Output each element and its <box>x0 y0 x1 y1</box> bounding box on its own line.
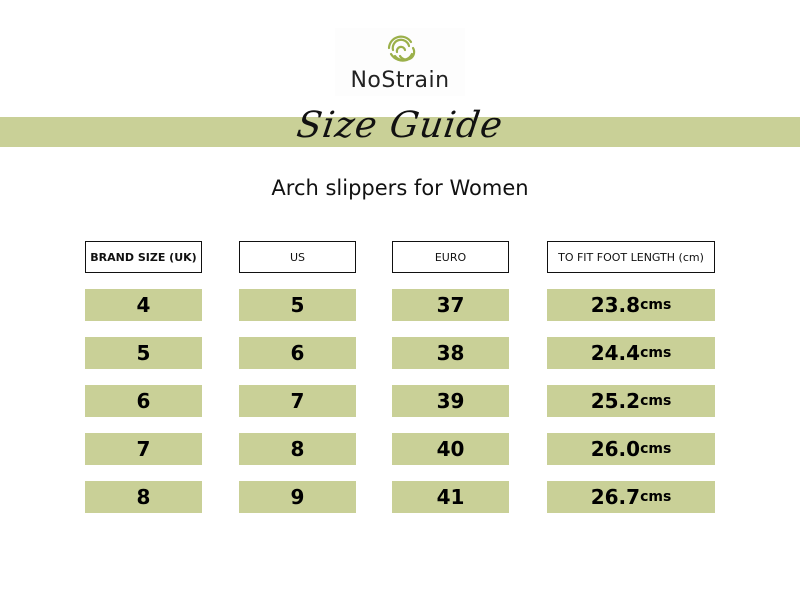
length-value: 25.2 <box>590 389 641 413</box>
cell-foot-length <box>547 289 715 321</box>
cell-foot-length <box>547 433 715 465</box>
length-value: 26.0 <box>590 437 641 461</box>
cell-euro: 38 <box>392 337 509 369</box>
cell-us: 8 <box>239 433 356 465</box>
header-us: US <box>239 241 356 273</box>
cell-uk: 5 <box>85 337 202 369</box>
column-euro <box>392 241 509 513</box>
header-euro: EURO <box>392 241 509 273</box>
brand-logo <box>335 28 465 96</box>
cell-uk: 8 <box>85 481 202 513</box>
cell-uk: 6 <box>85 385 202 417</box>
cell-us: 7 <box>239 385 356 417</box>
length-unit: cms <box>640 345 672 361</box>
product-subtitle: Arch slippers for Women <box>271 176 529 200</box>
cell-foot-length <box>547 385 715 417</box>
cell-foot-length <box>547 337 715 369</box>
cell-foot-length <box>547 481 715 513</box>
page-title: Size Guide <box>294 105 506 146</box>
cell-uk: 7 <box>85 433 202 465</box>
column-us <box>239 241 356 513</box>
length-value: 23.8 <box>590 293 641 317</box>
cell-us: 9 <box>239 481 356 513</box>
length-value: 24.4 <box>590 341 641 365</box>
header-uk: BRAND SIZE (UK) <box>85 241 202 273</box>
cell-uk: 4 <box>85 289 202 321</box>
length-unit: cms <box>640 441 672 457</box>
cell-euro: 41 <box>392 481 509 513</box>
length-unit: cms <box>640 393 672 409</box>
length-unit: cms <box>640 489 672 505</box>
column-uk <box>85 241 202 513</box>
cell-euro: 40 <box>392 433 509 465</box>
length-unit: cms <box>640 297 672 313</box>
brand-name: NoStrain <box>350 68 450 93</box>
column-foot-length <box>547 241 715 513</box>
fingerprint-icon <box>385 34 417 64</box>
cell-us: 5 <box>239 289 356 321</box>
cell-us: 6 <box>239 337 356 369</box>
cell-euro: 37 <box>392 289 509 321</box>
length-value: 26.7 <box>590 485 641 509</box>
header-foot-length: TO FIT FOOT LENGTH (cm) <box>547 241 715 273</box>
cell-euro: 39 <box>392 385 509 417</box>
